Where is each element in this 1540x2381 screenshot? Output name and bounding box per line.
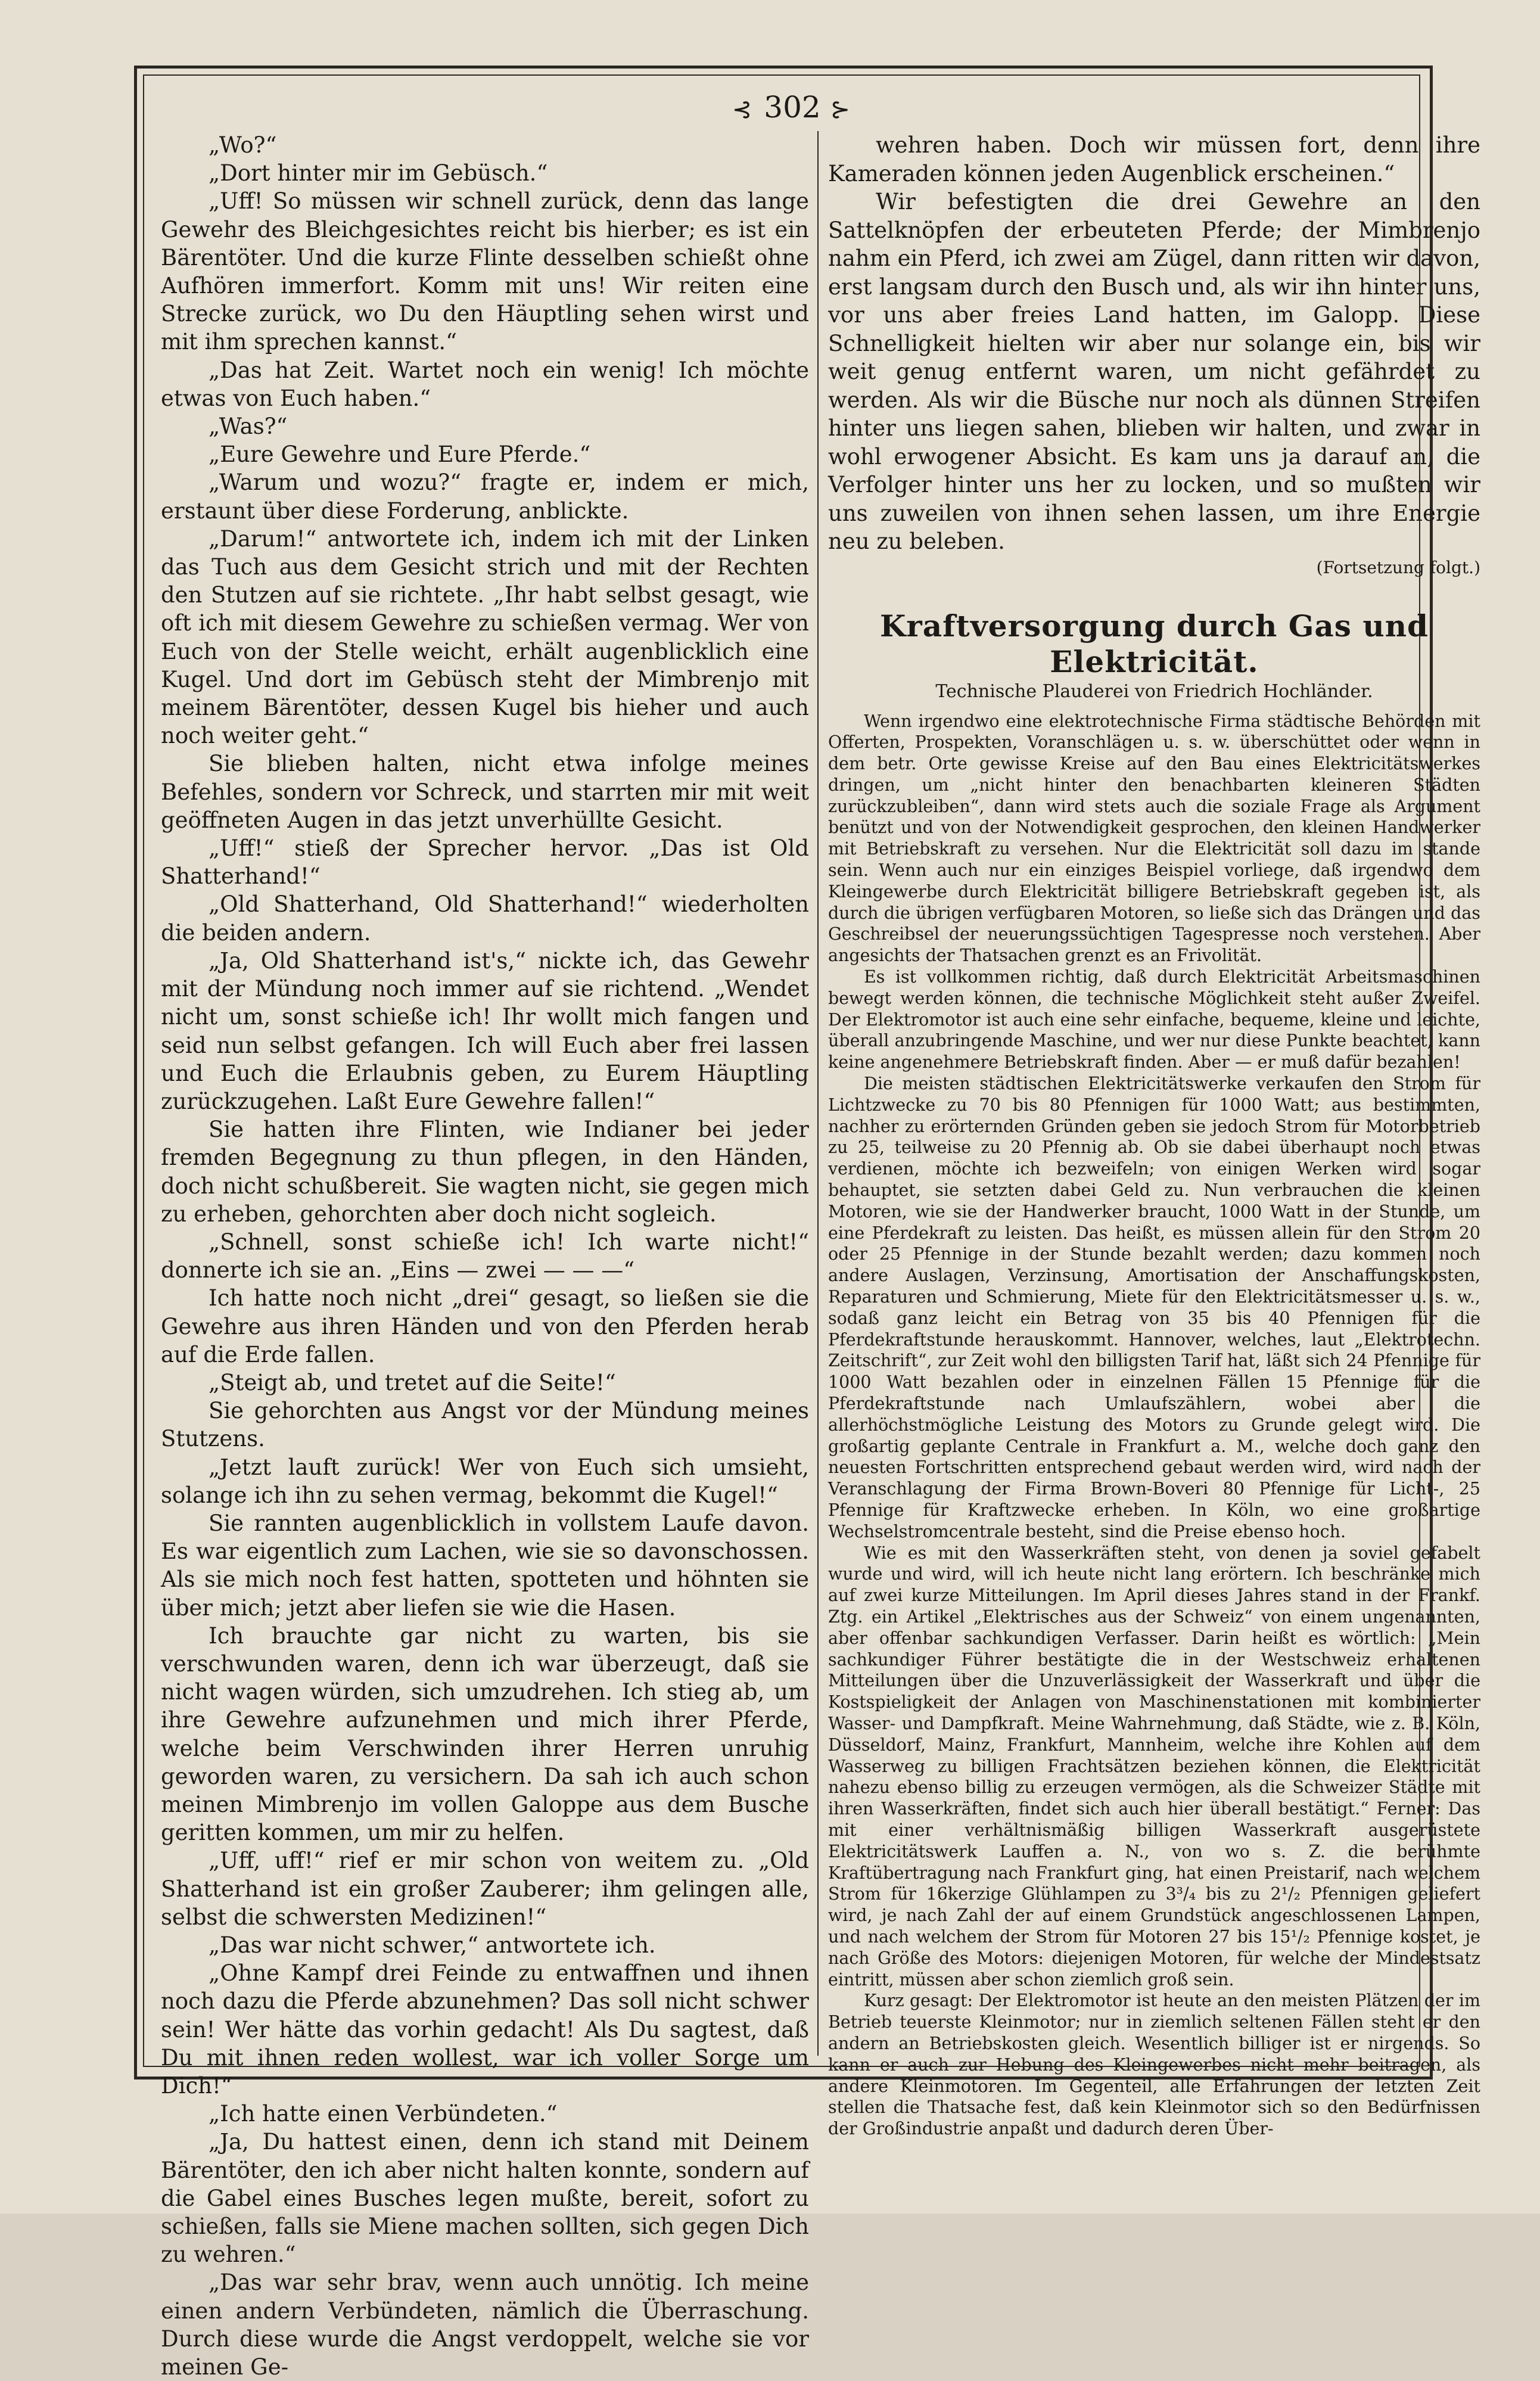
paragraph: „Darum!“ antwortete ich, indem ich mit der Linken das Tuch aus dem Gesicht strich und mit der Rechten den Stutzen auf sie richtete. „Ihr habt selbst gesagt, wie oft ich mit diesem Gewehre zu schießen vermag. Wer von Euch von der Stelle weicht, erhält augenblicklich eine Kugel. Und dort im Gebüsch steht der Mimbrenjo mit meinem Bärentöter, dessen Kugel bis hieher und auch noch weiter geht.“ [161, 526, 809, 749]
paragraph: „Warum und wozu?“ fragte er, indem er mich, erstaunt über diese Forderung, anblickte. [161, 470, 809, 524]
paragraph: Sie rannten augenblicklich in vollstem Laufe davon. Es war eigentlich zum Lachen, wie sie so davonschossen. Als sie mich noch fest hatten, spotteten und höhnten sie über mich; jetzt aber liefen sie wie die Hasen. [161, 1510, 809, 1621]
paragraph: „Ohne Kampf drei Feinde zu entwaffnen und ihnen noch dazu die Pferde abzunehmen? Das soll nicht schwer sein! Wer hätte das vorhin gedacht! Als Du sagtest, daß Du mit ihnen reden wollest, war ich voller Sorge um Dich!“ [161, 1960, 809, 2099]
paragraph: „Das war sehr brav, wenn auch unnötig. Ich meine einen andern Verbündeten, nämlich die Überraschung. Durch diese wurde die Angst verdoppelt, welche sie vor meinen Ge- [161, 2270, 809, 2380]
paragraph: „Uff! So müssen wir schnell zurück, denn das lange Gewehr des Bleichgesichtes reicht bis hierber; es ist ein Bärentöter. Und die kurze Flinte desselben schießt ohne Aufhören immerfort. Komm mit uns! Wir reiten eine Strecke zurück, wo Du den Häuptling sehen wirst und mit ihm sprechen kannst.“ [161, 188, 809, 355]
paragraph: wehren haben. Doch wir müssen fort, denn ihre Kameraden können jeden Augenblick erscheinen.“ [828, 132, 1480, 186]
paragraph: Sie gehorchten aus Angst vor der Mündung meines Stutzens. [161, 1398, 809, 1452]
paragraph: „Uff, uff!“ rief er mir schon von weitem zu. „Old Shatterhand ist ein großer Zauberer; ihm gelingen alle, selbst die schwersten Medizinen!“ [161, 1848, 809, 1930]
paragraph: Wenn irgendwo eine elektrotechnische Firma städtische Behörden mit Offerten, Prospekten, Voranschlägen u. s. w. überschüttet oder wenn in dem betr. Orte gewisse Kreise auf den Bau eines Elektricitätswerkes dringen, um „nicht hinter den benachbarten kleineren Städten zurückzubleiben“, dann wird stets auch die soziale Frage als Argument benützt und von der Notwendigkeit gesprochen, den kleinen Handwerker mit Betriebskraft zu versehen. Nur die Elektricität soll dazu im stande sein. Wenn auch nur ein einziges Beispiel vorliege, daß irgendwo dem Kleingewerbe durch Elektricität billigere Betriebskraft gegeben ist, als durch die übrigen verfügbaren Motoren, so ließe sich das Drängen und das Geschreibsel der neuerungssüchtigen Tagespresse noch verstehen. Aber angesichts der Thatsachen grenzt es an Frivolität. [828, 711, 1480, 966]
ornament-left: ⊰ [732, 96, 755, 123]
paragraph: „Ich hatte einen Verbündeten.“ [209, 2101, 558, 2127]
paragraph: „Eure Gewehre und Eure Pferde.“ [209, 442, 591, 468]
paragraph: „Steigt ab, und tretet auf die Seite!“ [209, 1369, 616, 1395]
paragraph: „Jetzt lauft zurück! Wer von Euch sich umsieht, solange ich ihn zu sehen vermag, bekommt die Kugel!“ [161, 1454, 809, 1508]
continuation-note: (Fortsetzung folgt.) [1316, 557, 1480, 577]
paragraph: „Ja, Old Shatterhand ist's,“ nickte ich, das Gewehr mit der Mündung noch immer auf sie richtend. „Wendet nicht um, sonst schieße ich! Ihr wollt mich fangen und seid nun selbst gefangen. Ich will Euch aber frei lassen und Euch die Erlaubnis geben, zu Eurem Häuptling zurückzugehen. Laßt Eure Gewehre fallen!“ [161, 947, 809, 1114]
article-byline: Technische Plauderei von Friedrich Hochländer. [935, 680, 1373, 702]
right-column [828, 131, 1480, 2140]
novel-continuation [828, 131, 1480, 556]
paragraph: Ich brauchte gar nicht zu warten, bis sie verschwunden waren, denn ich war überzeugt, daß sie nicht wagen würden, sich umzudrehen. Ich stieg ab, um ihre Gewehre aufzunehmen und mich ihrer Pferde, welche beim Verschwinden ihrer Herren unruhig geworden waren, zu versichern. Da sah ich auch schon meinen Mimbrenjo im vollen Galoppe aus dem Busche geritten kommen, um mir zu helfen. [161, 1622, 809, 1846]
paragraph: Ich hatte noch nicht „drei“ gesagt, so ließen sie die Gewehre aus ihren Händen und von den Pferden herab auf die Erde fallen. [161, 1285, 809, 1367]
ornament-right: ⊱ [830, 96, 853, 123]
paragraph: Wie es mit den Wasserkräften steht, von denen ja soviel gefabelt wurde und wird, will ich heute nicht lang erörtern. Ich beschränke mich auf zwei kurze Mitteilungen. Im April dieses Jahres stand in der Frankf. Ztg. ein Artikel „Elektrisches aus der Schweiz“ von einem ungenannten, aber offenbar sachkundigen Verfasser. Darin heißt es wörtlich: „Mein sachkundiger Führer bestätigte die in der Westschweiz erhaltenen Mitteilungen über die Unzuverlässigkeit der Wasserkraft und über die Kostspieligkeit der Anlagen von Maschinenstationen mit kombinierter Wasser- und Dampfkraft. Meine Wahrnehmung, daß Städte, wie z. B. Köln, Düsseldorf, Mainz, Frankfurt, Mannheim, welche ihre Kohlen auf dem Wasserweg zu billigen Frachtsätzen beziehen können, die Elektricität nahezu ebenso billig zu erzeugen vermögen, als die Schweizer Städte mit ihren Wasserkräften, findet sich auch hier überall bestätigt.“ Ferner: Das mit einer verhältnismäßig billigen Wasserkraft ausgerüstete Elektricitätswerk Lauffen a. N., von wo s. Z. die berühmte Kraftübertragung nach Frankfurt ging, hat einen Preistarif, nach welchem Strom für 16kerzige Glühlampen zu 3³/₄ bis zu 2¹/₂ Pfennigen geliefert wird, je nach Zahl der auf einem Grundstück angeschlossenen Lampen, und nach welchem der Strom für Motoren 27 bis 15¹/₂ Pfennige kostet, je nach Größe des Motors: diejenigen Motoren, für welche der Mindestsatz eintritt, müssen aber schon ziemlich groß sein. [828, 1543, 1480, 1990]
paragraph: „Uff!“ stieß der Sprecher hervor. „Das ist Old Shatterhand!“ [161, 835, 809, 890]
paragraph: Die meisten städtischen Elektricitätswerke verkaufen den Strom für Lichtzwecke zu 70 bis 80 Pfennigen für 1000 Watt; aus bestimmten, nachher zu erörternden Gründen geben sie jedoch Strom für Motorbetrieb zu 25, teilweise zu 20 Pfennig ab. Ob sie dabei überhaupt noch etwas verdienen, möchte ich bezweifeln; von einigen Werken wird sogar behauptet, sie setzten dabei Geld zu. Nun verbrauchen die kleinen Motoren, wie sie der Handwerker braucht, 1000 Watt in der Stunde, um eine Pferdekraft zu leisten. Das heißt, es müssen allein für den Strom 20 oder 25 Pfennige in der Stunde bezahlt werden; dazu kommen noch andere Auslagen, Verzinsung, Amortisation der Anschaffungskosten, Reparaturen und Schmierung, Miete für den Elektricitätsmesser u. s. w., sodaß ganz leicht ein Betrag von 35 bis 40 Pfennigen für die Pferdekraftstunde herauskommt. Hannover, welches, laut „Elektrotechn. Zeitschrift“, zur Zeit wohl den billigsten Tarif hat, läßt sich 24 Pfennige für 1000 Watt bezahlen oder in einzelnen Fällen 15 Pfennige für die Pferdekraftstunde nach Umlaufszählern, wobei aber die allerhöchstmögliche Leistung des Motors zu Grunde gelegt wird. Die großartig geplante Centrale in Frankfurt a. M., welche doch ganz den neuesten Fortschritten entsprechend gebaut werden wird, wird nach der Veranschlagung der Firma Brown-Boveri 80 Pfennige für Licht-, 25 Pfennige für Kraftzwecke erheben. In Köln, wo eine großartige Wechselstromcentrale besteht, sind die Preise ebenso hoch. [828, 1074, 1480, 1541]
page-header [703, 86, 882, 128]
paragraph: Sie blieben halten, nicht etwa infolge meines Befehles, sondern vor Schreck, und starrten mir mit weit geöffneten Augen in das jetzt unverhüllte Gesicht. [161, 751, 809, 833]
paragraph: „Wo?“ [209, 132, 277, 158]
paragraph: Sie hatten ihre Flinten, wie Indianer bei jeder fremden Begegnung zu thun pflegen, in den Händen, doch nicht schußbereit. Sie wagten nicht, sie gegen mich zu erheben, gehorchten aber doch nicht sogleich. [161, 1117, 809, 1227]
paragraph: „Was?“ [209, 414, 288, 440]
paragraph: „Das war nicht schwer,“ antwortete ich. [209, 1932, 656, 1958]
paragraph: „Schnell, sonst schieße ich! Ich warte nicht!“ donnerte ich sie an. „Eins — zwei — — —“ [161, 1229, 809, 1283]
article-body [828, 711, 1480, 2140]
paragraph: „Ja, Du hattest einen, denn ich stand mit Deinem Bärentöter, den ich aber nicht halten konnte, sondern auf die Gabel eines Busches legen mußte, bereit, sofort zu schießen, falls sie Miene machen sollten, sich gegen Dich zu wehren.“ [161, 2129, 809, 2268]
paragraph: „Das hat Zeit. Wartet noch ein wenig! Ich möchte etwas von Euch haben.“ [161, 357, 809, 411]
paragraph: Wir befestigten die drei Gewehre an den Sattelknöpfen der erbeuteten Pferde; der Mimbrenjo nahm ein Pferd, ich zwei am Zügel, dann ritten wir davon, erst langsam durch den Busch und, als wir ihn hinter uns, vor uns aber freies Land hatten, im Galopp. Diese Schnelligkeit hielten wir aber nur solange ein, bis wir weit genug entfernt waren, um nicht gefährdet zu werden. Als wir die Büsche nur noch als dünnen Streifen hinter uns liegen sahen, blieben wir halten, und zwar in wohl erwogener Absicht. Es kam uns ja darauf an, die Verfolger hinter uns her zu locken, und so mußten wir uns zuweilen von ihnen sehen lassen, um ihre Energie neu zu beleben. [828, 189, 1480, 554]
paragraph: „Old Shatterhand, Old Shatterhand!“ wiederholten die beiden andern. [161, 891, 809, 946]
paragraph: Kurz gesagt: Der Elektromotor ist heute an den meisten Plätzen der im Betrieb teuerste Kleinmotor; nur in ziemlich seltenen Fällen steht er den andern an Betriebskosten gleich. Wesentlich billiger ist er nirgends. So kann er auch zur Hebung des Kleingewerbes nicht mehr beitragen, als andere Kleinmotoren. Im Gegenteil, alle Erfahrungen der letzten Zeit stellen die Thatsache fest, daß kein Kleinmotor sich so den Bedürfnissen der Großindustrie anpaßt und dadurch deren Über- [828, 1991, 1480, 2139]
left-column [161, 131, 809, 2381]
paragraph: Es ist vollkommen richtig, daß durch Elektricität Arbeitsmaschinen bewegt werden können, die technische Möglichkeit steht außer Zweifel. Der Elektromotor ist auch eine sehr einfache, bequeme, kleine und leichte, überall anzubringende Maschine, und wer nur diese Punkte beachtet, kann keine angenehmere Betriebskraft finden. Aber — er muß dafür bezahlen! [828, 967, 1480, 1073]
article-title: Kraftversorgung durch Gas und Elektricität. [879, 608, 1429, 679]
column-divider [817, 131, 819, 2056]
paragraph: „Dort hinter mir im Gebüsch.“ [209, 160, 548, 186]
page-number: 302 [764, 90, 821, 125]
